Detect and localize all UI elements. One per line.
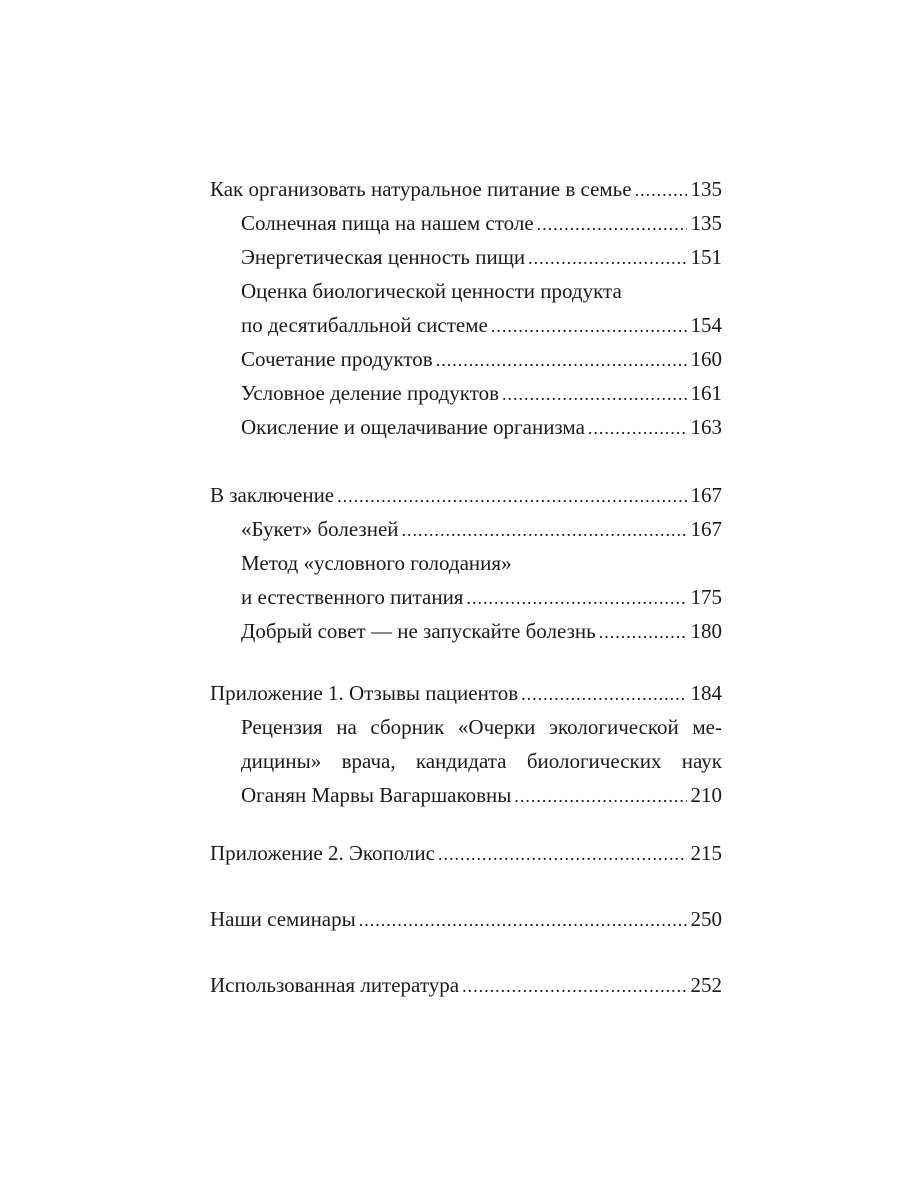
toc-subentry[interactable] bbox=[210, 240, 722, 274]
toc-entry-title: Приложение 1. Отзывы пациентов bbox=[210, 681, 519, 705]
toc-section-conclusion bbox=[210, 478, 722, 648]
toc-subentry[interactable] bbox=[210, 614, 722, 648]
dot-leader bbox=[537, 207, 687, 241]
dot-leader bbox=[491, 309, 687, 343]
toc-entry-title: Энергетическая ценность пищи bbox=[241, 245, 526, 269]
toc-entry[interactable] bbox=[210, 836, 722, 870]
word: кандидата bbox=[415, 749, 507, 773]
toc-subentry[interactable] bbox=[210, 376, 722, 410]
toc-entry-title: В заключение bbox=[210, 483, 335, 507]
dot-leader bbox=[436, 343, 687, 377]
toc-entry-page: 167 bbox=[690, 483, 722, 507]
toc-entry[interactable] bbox=[210, 478, 722, 512]
toc-entry-page: 180 bbox=[690, 619, 722, 643]
word: дицины» bbox=[241, 749, 322, 773]
toc-subentry[interactable] bbox=[210, 206, 722, 240]
toc-entry-title: Использованная литература bbox=[210, 973, 460, 997]
toc-entry-page: 151 bbox=[690, 245, 722, 269]
toc-entry-title: Наши семинары bbox=[210, 907, 356, 931]
toc-entry-title: Как организовать натуральное питание в семье bbox=[210, 177, 632, 201]
toc-subentry[interactable] bbox=[210, 308, 722, 342]
toc-subentry[interactable] bbox=[210, 580, 722, 614]
word: наук bbox=[681, 749, 722, 773]
toc-entry-title-line: Оценка биологической ценности продукта bbox=[241, 279, 622, 303]
toc-entry-page: 167 bbox=[690, 517, 722, 541]
toc-subentry[interactable] bbox=[210, 778, 722, 812]
toc-entry[interactable] bbox=[210, 902, 722, 936]
toc-entry-title: и естественного питания bbox=[241, 585, 464, 609]
word: Рецензия bbox=[241, 715, 323, 739]
word: на bbox=[336, 715, 357, 739]
toc-entry-page: 154 bbox=[690, 313, 722, 337]
dot-leader bbox=[599, 615, 687, 649]
toc-entry-page: 163 bbox=[690, 415, 722, 439]
toc-entry-title: Солнечная пища на нашем столе bbox=[241, 211, 534, 235]
toc-entry-title: Сочетание продуктов bbox=[241, 347, 433, 371]
word: экологической bbox=[548, 715, 679, 739]
toc-entry-title: «Букет» болезней bbox=[241, 517, 399, 541]
dot-leader bbox=[337, 479, 686, 513]
toc-review-line-2 bbox=[210, 744, 722, 778]
word: ме- bbox=[692, 715, 722, 739]
toc-subentry[interactable] bbox=[210, 342, 722, 376]
dot-leader bbox=[438, 837, 687, 871]
toc-entry-title: Условное деление продуктов bbox=[241, 381, 500, 405]
toc-entry[interactable] bbox=[210, 676, 722, 710]
toc-section-natural-nutrition bbox=[210, 172, 722, 444]
dot-leader bbox=[521, 677, 686, 711]
toc-entry-title-line: Метод «условного голодания» bbox=[241, 551, 512, 575]
toc-section-appendix-1 bbox=[210, 676, 722, 812]
toc-entry-page: 250 bbox=[690, 907, 722, 931]
toc-subentry[interactable] bbox=[210, 410, 722, 444]
dot-leader bbox=[528, 241, 686, 275]
toc-section-literature bbox=[210, 968, 722, 1002]
toc-entry-title: Окисление и ощелачивание организма bbox=[241, 415, 585, 439]
word: «Очерки bbox=[457, 715, 536, 739]
toc-entry[interactable] bbox=[210, 968, 722, 1002]
word: биологических bbox=[526, 749, 662, 773]
word: врача, bbox=[341, 749, 396, 773]
toc-entry-title: Добрый совет — не запускайте болезнь bbox=[241, 619, 596, 643]
toc-entry-page: 215 bbox=[690, 841, 722, 865]
toc-entry-page: 161 bbox=[690, 381, 722, 405]
toc-entry[interactable] bbox=[210, 172, 722, 206]
toc-entry-title: по десятибалльной системе bbox=[241, 313, 488, 337]
toc-entry-page: 175 bbox=[690, 585, 722, 609]
dot-leader bbox=[514, 779, 686, 813]
dot-leader bbox=[402, 513, 687, 547]
toc-entry-page: 160 bbox=[690, 347, 722, 371]
toc-entry-page: 135 bbox=[690, 177, 722, 201]
toc-entry-title: Оганян Марвы Вагаршаковны bbox=[241, 783, 512, 807]
toc-entry-page: 135 bbox=[690, 211, 722, 235]
toc-entry-page: 184 bbox=[690, 681, 722, 705]
dot-leader bbox=[462, 969, 686, 1003]
toc-review-line-1 bbox=[210, 710, 722, 744]
toc-entry-title: Приложение 2. Экополис bbox=[210, 841, 435, 865]
toc-section-seminars bbox=[210, 902, 722, 936]
toc-section-appendix-2 bbox=[210, 836, 722, 870]
word: сборник bbox=[370, 715, 445, 739]
dot-leader bbox=[466, 581, 686, 615]
toc-subentry[interactable] bbox=[210, 512, 722, 546]
dot-leader bbox=[359, 903, 687, 937]
dot-leader bbox=[502, 377, 686, 411]
dot-leader bbox=[635, 173, 687, 207]
toc-entry-page: 210 bbox=[690, 783, 722, 807]
dot-leader bbox=[588, 411, 687, 445]
toc-entry-page: 252 bbox=[690, 973, 722, 997]
